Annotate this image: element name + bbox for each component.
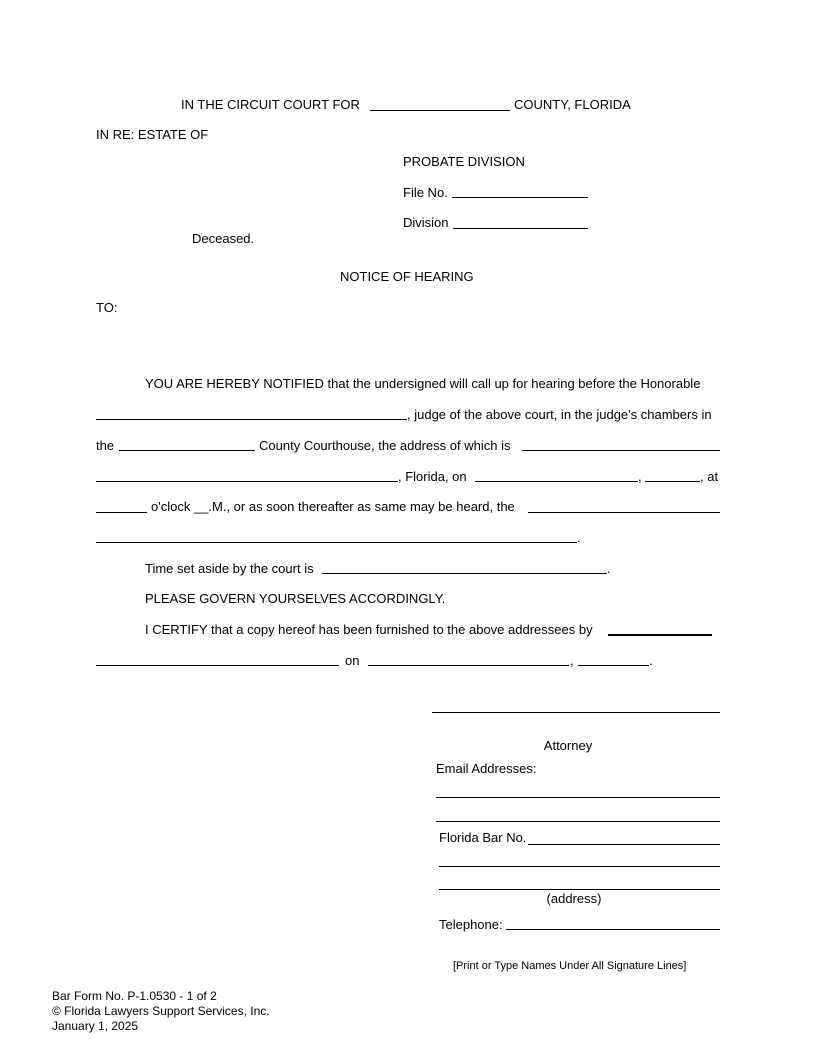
form-date: January 1, 2025 [52, 1019, 139, 1033]
deceased-label: Deceased. [192, 231, 255, 246]
email-line-2[interactable] [436, 821, 720, 822]
telephone-label: Telephone: [439, 917, 503, 932]
telephone-line[interactable] [506, 929, 720, 930]
file-no-line[interactable] [452, 197, 588, 198]
bar-no-line[interactable] [528, 844, 720, 845]
division-name: PROBATE DIVISION [403, 154, 525, 169]
address-line-b[interactable] [439, 889, 720, 890]
matter-line-1[interactable] [528, 512, 720, 513]
furnished-by-line[interactable] [608, 634, 712, 636]
courthouse-text: County Courthouse, the address of which is [259, 438, 511, 453]
service-year-line[interactable] [578, 665, 649, 666]
on-word: on [345, 653, 360, 668]
notified-text: YOU ARE HEREBY NOTIFIED that the undersigned will call up for hearing before the Honorable [145, 376, 701, 391]
certify-text: I CERTIFY that a copy hereof has been furnished to the above addressees by [145, 622, 593, 637]
copyright: © Florida Lawyers Support Services, Inc. [52, 1004, 270, 1018]
to-label: TO: [96, 300, 118, 315]
attorney-signature-line[interactable] [432, 712, 720, 713]
florida-on-text: , Florida, on [398, 469, 467, 484]
judge-name-line[interactable] [96, 419, 407, 420]
date-comma: , [638, 469, 642, 484]
the-word: the [96, 438, 115, 453]
time-set-period: . [607, 561, 611, 576]
form-number: Bar Form No. P-1.0530 - 1 of 2 [52, 989, 217, 1003]
time-set-line[interactable] [322, 573, 607, 574]
email-label: Email Addresses: [436, 761, 537, 776]
in-re-label: IN RE: ESTATE OF [96, 127, 209, 142]
court-suffix: COUNTY, FLORIDA [514, 97, 631, 112]
served-to-line[interactable] [96, 665, 339, 666]
file-no-label: File No. [403, 185, 448, 200]
hearing-time-line[interactable] [96, 512, 147, 513]
at-word: , at [700, 469, 719, 484]
email-line-1[interactable] [436, 797, 720, 798]
bar-no-label: Florida Bar No. [439, 830, 527, 845]
service-comma: , [570, 653, 574, 668]
govern-text: PLEASE GOVERN YOURSELVES ACCORDINGLY. [145, 591, 446, 606]
matter-line-2[interactable] [96, 542, 577, 543]
time-set-text: Time set aside by the court is [145, 561, 314, 576]
judge-text: , judge of the above court, in the judge's chambers in [407, 407, 712, 422]
document-title: NOTICE OF HEARING [340, 269, 474, 284]
service-period: . [649, 653, 653, 668]
address-line-2[interactable] [96, 481, 398, 482]
address-line-a[interactable] [439, 866, 720, 867]
county-blank-line[interactable] [370, 110, 510, 111]
attorney-label: Attorney [543, 738, 593, 753]
court-prefix: IN THE CIRCUIT COURT FOR [181, 97, 360, 112]
matter-period: . [577, 530, 581, 545]
address-label: (address) [546, 891, 602, 906]
hearing-year-line[interactable] [645, 481, 700, 482]
division-label: Division [403, 215, 449, 230]
address-line-1[interactable] [522, 450, 720, 451]
print-note: [Print or Type Names Under All Signature Lines] [453, 960, 687, 972]
division-line[interactable] [453, 228, 588, 229]
service-date-line[interactable] [368, 665, 569, 666]
courthouse-county-line[interactable] [119, 450, 255, 451]
oclock-text: o'clock __.M., or as soon thereafter as same may be heard, the [151, 499, 515, 514]
hearing-date-line[interactable] [475, 481, 638, 482]
